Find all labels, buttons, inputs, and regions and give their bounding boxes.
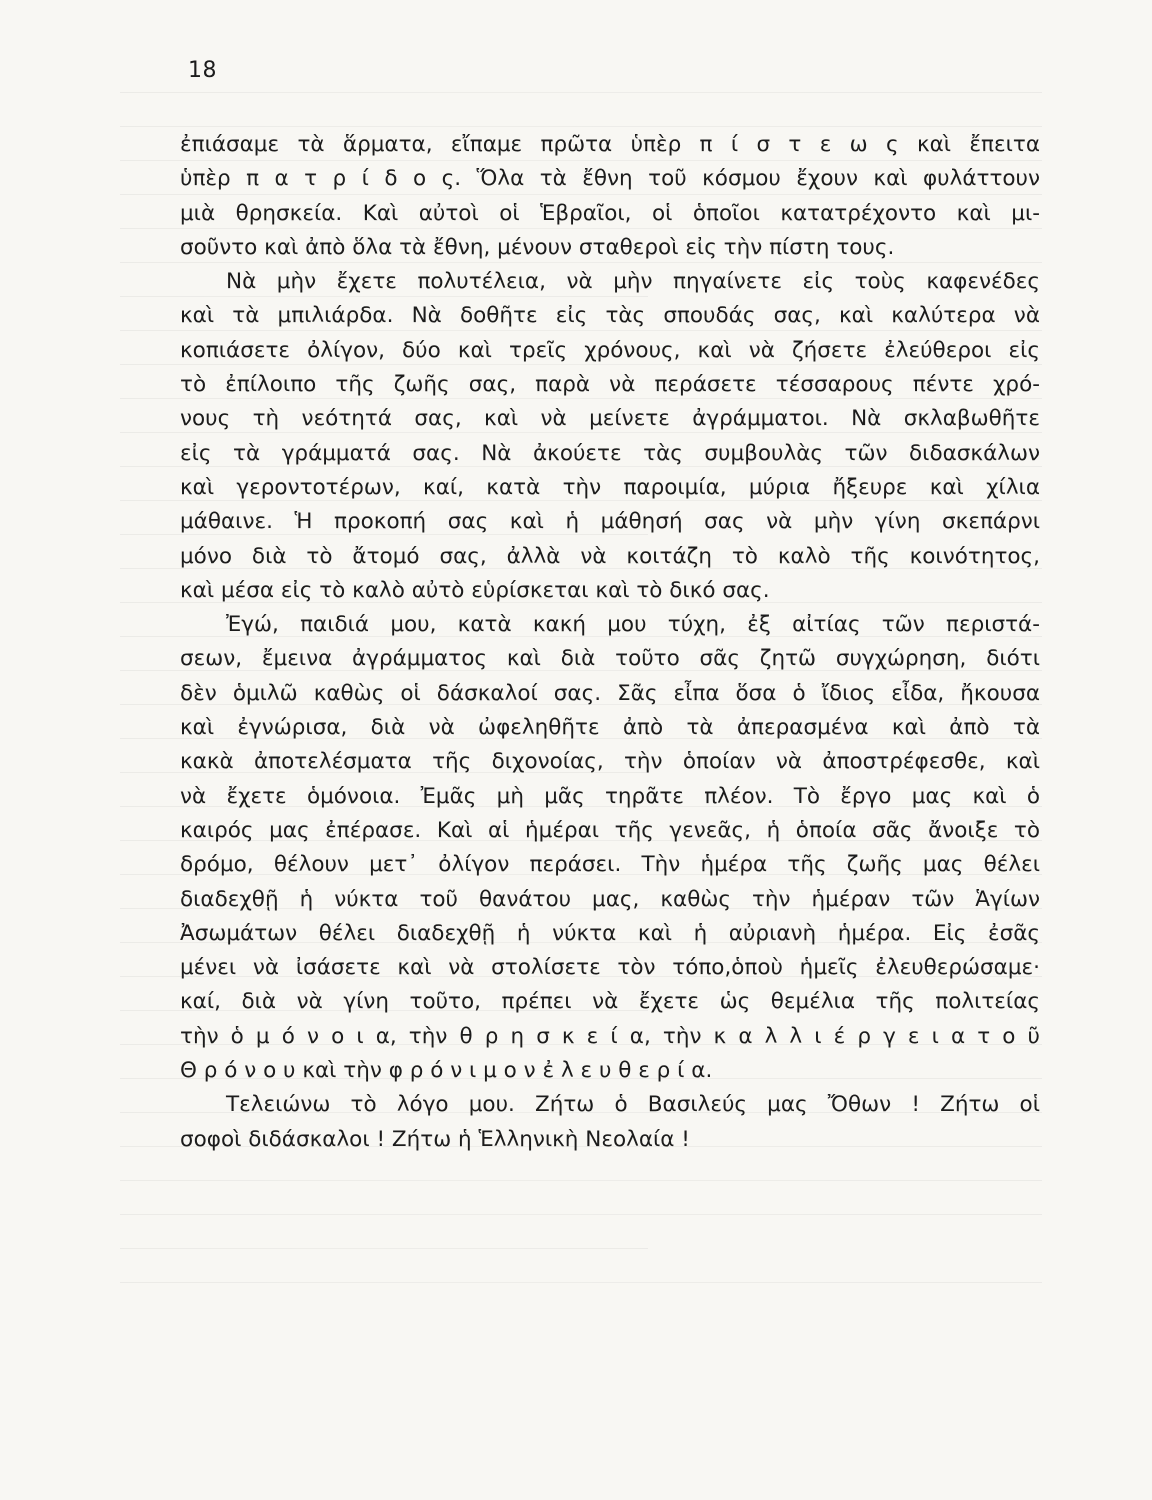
text-line: μένει νὰ ἰσάσετε καὶ νὰ στολίσετε τὸν τόπο,ὁποὺ ἡμεῖς ἐλευθερώσαμε· [180,955,1040,981]
bleed-through-line [120,1270,1042,1304]
text-line: νους τὴ νεότητά σας, καὶ νὰ μείνετε ἀγράμματοι. Νὰ σκλαβωθῆτε [180,406,1040,432]
text-line: μιὰ θρησκεία. Καὶ αὐτοὶ οἱ Ἑβραῖοι, οἱ ὁποῖοι κατατρέχοντο καὶ μι- [180,200,1040,226]
text-line: σοφοὶ διδάσκαλοι ! Ζήτω ἡ Ἑλληνικὴ Νεολαία ! [180,1126,690,1152]
text-line: μάθαινε. Ἡ προκοπή σας καὶ ἡ μάθησή σας νὰ μὴν γίνη σκεπάρνι [180,509,1040,535]
text-line: μόνο διὰ τὸ ἄτομό σας, ἀλλὰ νὰ κοιτάζη τὸ καλὸ τῆς κοινότητος, [180,543,1040,569]
text-line: κακὰ ἀποτελέσματα τῆς διχονοίας, τὴν ὁποίαν νὰ ἀποστρέφεσθε, καὶ [180,749,1040,775]
text-line: καὶ γεροντοτέρων, καί, κατὰ τὴν παροιμία, μύρια ἤξευρε καὶ χίλια [180,474,1040,500]
body-text [180,128,1040,1157]
text-line: διαδεχθῇ ἡ νύκτα τοῦ θανάτου μας, καθὼς τὴν ἡμέραν τῶν Ἁγίων [180,886,1040,912]
text-line: καὶ ἐγνώρισα, διὰ νὰ ὠφεληθῆτε ἀπὸ τὰ ἀπερασμένα καὶ ἀπὸ τὰ [180,715,1040,741]
text-line: τὴν ὁ μ ό ν ο ι α, τὴν θ ρ η σ κ ε ί α, τὴν κ α λ λ ι έ ρ γ ε ι α τ ο ῦ [180,1023,1040,1049]
page-number: 18 [188,58,217,83]
bleed-through-line [120,1202,1042,1236]
text-line: καὶ μέσα εἰς τὸ καλὸ αὐτὸ εὑρίσκεται καὶ τὸ δικό σας. [180,577,770,603]
text-line: κοπιάσετε ὀλίγον, δύο καὶ τρεῖς χρόνους, καὶ νὰ ζήσετε ἐλεύθεροι εἰς [180,337,1040,363]
text-line: Νὰ μὴν ἔχετε πολυτέλεια, νὰ μὴν πηγαίνετε εἰς τοὺς καφενέδες [226,269,1040,295]
bleed-through-line [120,80,1042,114]
text-line: Ἀσωμάτων θέλει διαδεχθῇ ἡ νύκτα καὶ ἡ αὐριανὴ ἡμέρα. Εἰς ἐσᾶς [180,920,1040,946]
text-line: ὑπὲρ π α τ ρ ί δ ο ς. Ὅλα τὰ ἔθνη τοῦ κόσμου ἔχουν καὶ φυλάττουν [180,166,1040,192]
text-line: ἐπιάσαμε τὰ ἅρματα, εἴπαμε πρῶτα ὑπὲρ π ί σ τ ε ω ς καὶ ἔπειτα [180,132,1040,157]
text-line: Θ ρ ό ν ο υ καὶ τὴν φ ρ ό ν ι μ ο ν ἐ λ ε υ θ ε ρ ί α. [180,1058,713,1084]
text-line: Τελειώνω τὸ λόγο μου. Ζήτω ὁ Βασιλεύς μας Ὄθων ! Ζήτω οἱ [226,1092,1040,1118]
text-line: τὸ ἐπίλοιπο τῆς ζωῆς σας, παρὰ νὰ περάσετε τέσσαρους πέντε χρό- [180,372,1040,398]
text-line: εἰς τὰ γράμματά σας. Νὰ ἀκούετε τὰς συμβουλὰς τῶν διδασκάλων [180,440,1040,466]
text-line: σοῦντο καὶ ἀπὸ ὅλα τὰ ἔθνη, μένουν σταθεροὶ εἰς τὴν πίστη τους. [180,234,895,260]
text-line: δρόμο, θέλουν μετ᾽ ὀλίγον περάσει. Τὴν ἡμέρα τῆς ζωῆς μας θέλει [180,852,1040,878]
text-line: δὲν ὁμιλῶ καθὼς οἱ δάσκαλοί σας. Σᾶς εἶπα ὅσα ὁ ἴδιος εἶδα, ἤκουσα [180,680,1040,706]
bleed-through-line [120,1168,1042,1202]
text-line: καί, διὰ νὰ γίνη τοῦτο, πρέπει νὰ ἔχετε ὡς θεμέλια τῆς πολιτείας [180,989,1040,1015]
text-line: καιρός μας ἐπέρασε. Καὶ αἱ ἡμέραι τῆς γενεᾶς, ἡ ὁποία σᾶς ἄνοιξε τὸ [180,817,1040,843]
text-line: σεων, ἔμεινα ἀγράμματος καὶ διὰ τοῦτο σᾶς ζητῶ συγχώρηση, διότι [180,646,1040,672]
bleed-through-line [120,1236,648,1270]
text-line: καὶ τὰ μπιλιάρδα. Νὰ δοθῆτε εἰς τὰς σπουδάς σας, καὶ καλύτερα νὰ [180,303,1040,329]
text-line: νὰ ἔχετε ὁμόνοια. Ἐμᾶς μὴ μᾶς τηρᾶτε πλέον. Τὸ ἔργο μας καὶ ὁ [180,783,1040,809]
text-line: Ἐγώ, παιδιά μου, κατὰ κακή μου τύχη, ἐξ αἰτίας τῶν περιστά- [226,612,1040,638]
